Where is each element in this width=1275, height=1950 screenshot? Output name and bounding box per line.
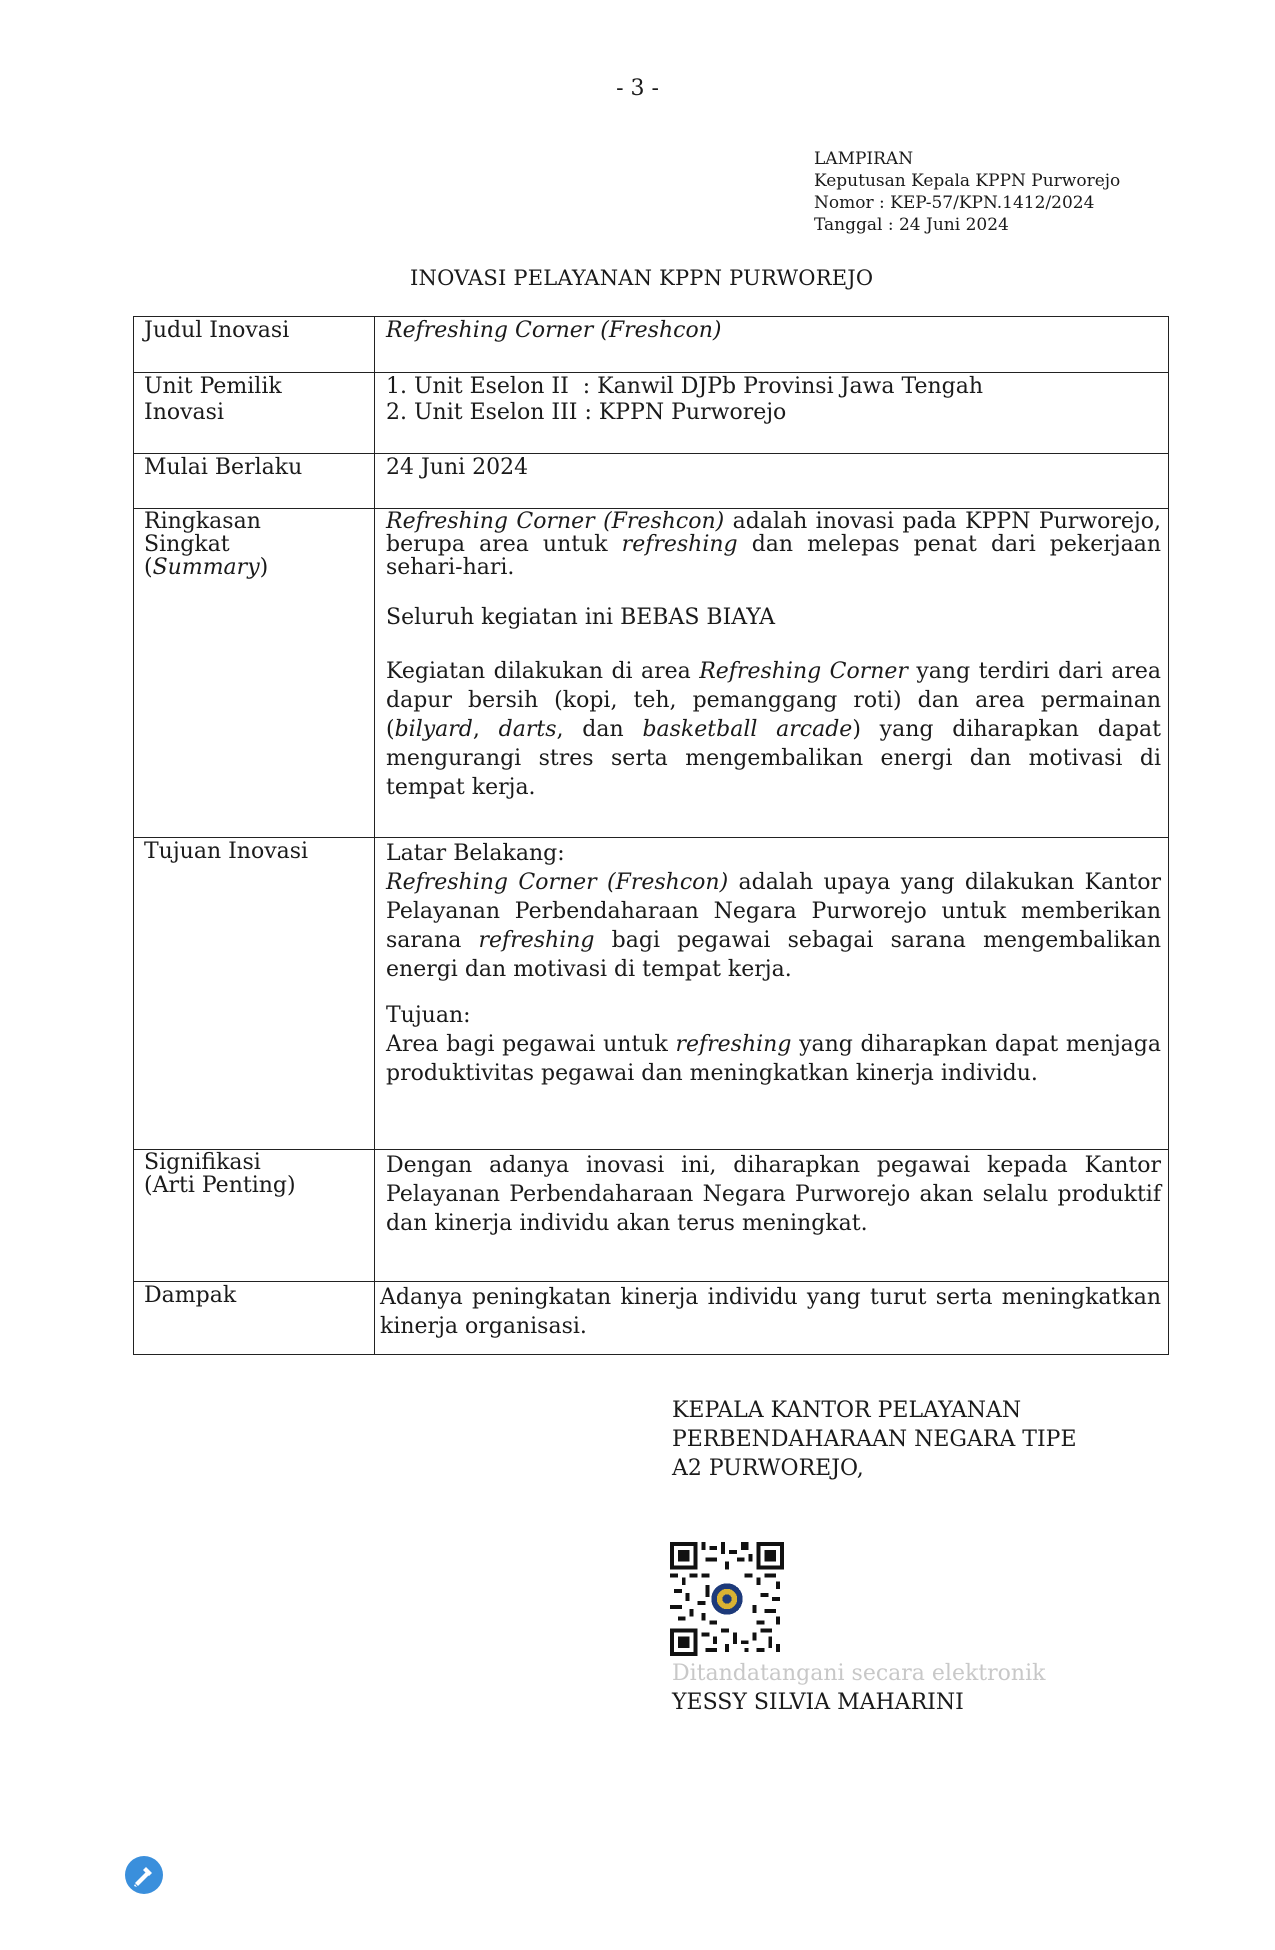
value-mulai: 24 Juni 2024 — [375, 454, 1169, 509]
page-number: - 3 - — [616, 76, 659, 101]
value-ringkasan — [375, 509, 1169, 838]
signature-title-1: KEPALA KANTOR PELAYANAN — [672, 1398, 1022, 1423]
latar-paragraph: Refreshing Corner (Freshcon) adalah upaya yang dilakukan Kantor Pelayanan Perbendaharaan Negara Purworejo untuk memberikan sarana refreshing bagi pegawai sebagai sarana mengembalikan energi dan motivasi di tempat kerja. — [386, 870, 1161, 982]
label-mulai: Mulai Berlaku — [134, 454, 375, 509]
label-dampak: Dampak — [134, 1282, 375, 1355]
label-signifikasi: Signifikasi (Arti Penting) — [134, 1150, 375, 1282]
summary-paragraph-3: Kegiatan dilakukan di area Refreshing Corner yang terdiri dari area dapur bersih (kopi, teh, pemanggang roti) dan area permainan (bilyard, darts, dan basketball arcade) yang diharapkan dapat mengurangi stres serta mengembalikan energi dan motivasi di tempat kerja. — [386, 659, 1161, 800]
lampiran-date: Tanggal : 24 Juni 2024 — [814, 215, 1009, 235]
lampiran-heading: LAMPIRAN — [814, 149, 914, 169]
electronic-signature-note: Ditandatangani secara elektronik — [672, 1661, 1046, 1686]
table-row-judul — [134, 317, 1169, 373]
signature-badge-icon — [124, 1855, 164, 1895]
label-unit: Unit Pemilik Inovasi — [134, 373, 375, 454]
innovation-table — [133, 316, 1169, 1355]
table-row-ringkasan — [134, 509, 1169, 838]
summary-paragraph-2: Seluruh kegiatan ini BEBAS BIAYA — [386, 605, 775, 630]
value-tujuan — [375, 838, 1169, 1150]
value-judul: Refreshing Corner (Freshcon) — [375, 317, 1169, 373]
table-row-mulai — [134, 454, 1169, 509]
label-ringkasan: Ringkasan Singkat (Summary) — [134, 509, 375, 838]
signature-title-2: PERBENDAHARAAN NEGARA TIPE — [672, 1427, 1077, 1452]
label-tujuan: Tujuan Inovasi — [134, 838, 375, 1150]
value-unit: 1. Unit Eselon II : Kanwil DJPb Provinsi Jawa Tengah 2. Unit Eselon III : KPPN Purworejo — [375, 373, 1169, 454]
document-title: INOVASI PELAYANAN KPPN PURWOREJO — [410, 266, 874, 290]
label-judul: Judul Inovasi — [134, 317, 375, 373]
tujuan-heading: Tujuan: — [386, 1003, 471, 1028]
table-row-signifikasi — [134, 1150, 1169, 1282]
signature-block — [672, 1396, 1077, 1483]
lampiran-number: Nomor : KEP-57/KPN.1412/2024 — [814, 193, 1095, 213]
value-signifikasi: Dengan adanya inovasi ini, diharapkan pegawai kepada Kantor Pelayanan Perbendaharaan Negara Purworejo akan selalu produktif dan kinerja individu akan terus meningkat. — [375, 1150, 1169, 1282]
table-row-tujuan — [134, 838, 1169, 1150]
tujuan-paragraph: Area bagi pegawai untuk refreshing yang diharapkan dapat menjaga produktivitas pegawai dan meningkatkan kinerja individu. — [386, 1032, 1162, 1086]
signer-name: YESSY SILVIA MAHARINI — [672, 1690, 964, 1715]
value-dampak: Adanya peningkatan kinerja individu yang turut serta meningkatkan kinerja organisasi. — [375, 1282, 1169, 1355]
signature-title-3: A2 PURWOREJO, — [672, 1456, 864, 1481]
table-row-unit — [134, 373, 1169, 454]
summary-paragraph-1: Refreshing Corner (Freshcon) adalah inovasi pada KPPN Purworejo, berupa area untuk refreshing dan melepas penat dari pekerjaan sehari-hari. — [386, 509, 1161, 580]
latar-heading: Latar Belakang: — [386, 841, 565, 866]
lampiran-block — [814, 148, 1120, 236]
lampiran-decree: Keputusan Kepala KPPN Purworejo — [814, 171, 1121, 191]
qr-code-icon — [670, 1542, 784, 1656]
table-row-dampak — [134, 1282, 1169, 1355]
